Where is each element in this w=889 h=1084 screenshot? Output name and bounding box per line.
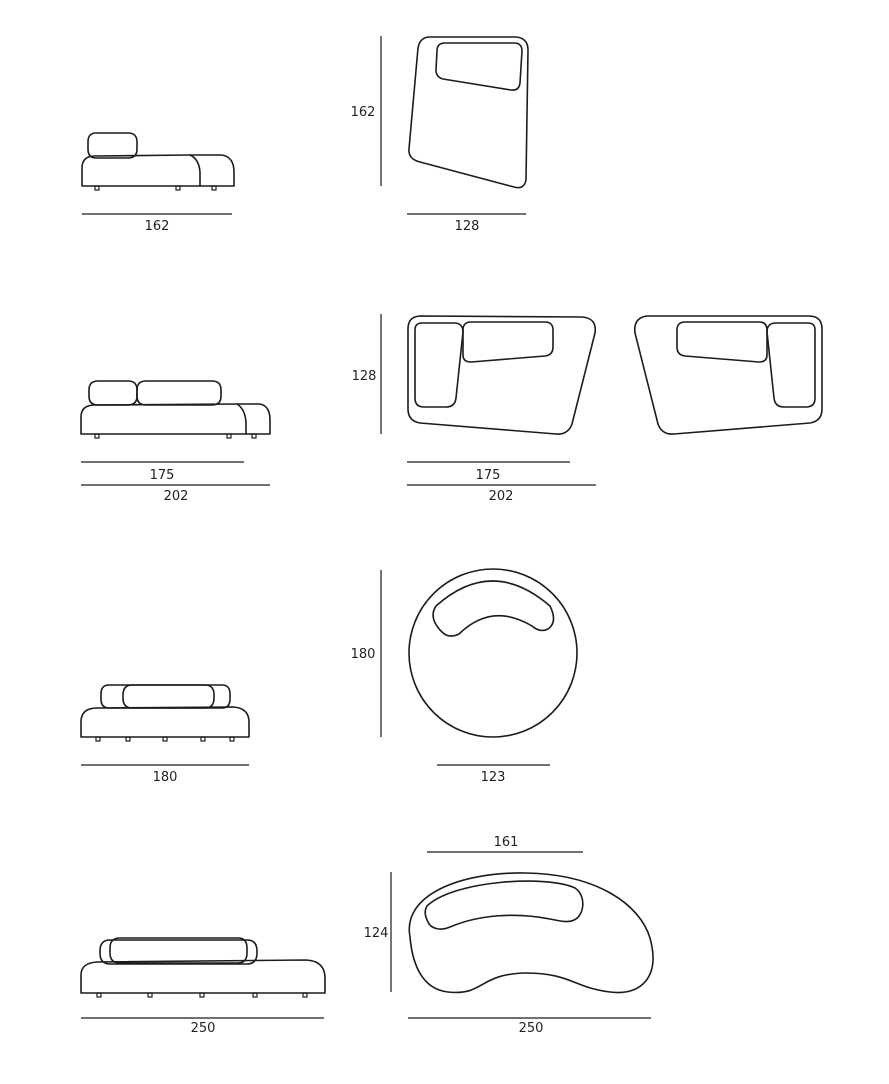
row4-side-foot	[200, 993, 204, 997]
row4-side-foot	[303, 993, 307, 997]
row1-top-seat-outline	[409, 37, 528, 188]
row1-top-width-label: 128	[454, 219, 480, 234]
row4-side-width-label: 250	[190, 1021, 216, 1036]
row3-top-width-label: 123	[480, 770, 506, 785]
row4-side-view	[81, 938, 325, 1036]
row3-side-foot	[230, 737, 234, 741]
row1-top-backrest-cushion	[436, 43, 522, 90]
row4-side-seat-base	[81, 960, 325, 993]
row3-side-foot	[96, 737, 100, 741]
row4-top-height-label: 124	[363, 926, 389, 941]
row4-side-foot	[97, 993, 101, 997]
row2-side-inner-width-label: 175	[149, 468, 175, 483]
row2-top-right-back-cushion	[677, 322, 767, 362]
row3-side-foot	[201, 737, 205, 741]
row2-side-backrest-cushion	[89, 381, 137, 405]
row2-top-view-right	[635, 316, 822, 434]
row1-side-view	[82, 133, 234, 234]
row4-side-front-cushion	[110, 938, 247, 963]
row2-top-left-seat-outline	[408, 316, 595, 434]
row3-side-view	[81, 685, 249, 785]
row3-top-height-label: 180	[350, 647, 376, 662]
row2-top-inner-width-label: 175	[475, 468, 501, 483]
row2-top-right-arm-cushion	[767, 323, 815, 407]
row1-top-view	[351, 36, 528, 234]
row3-side-width-label: 180	[152, 770, 178, 785]
row2-top-left-back-cushion	[463, 322, 553, 362]
row2-top-left-arm-cushion	[415, 323, 463, 407]
row3-side-backrest-cushion	[101, 685, 230, 708]
row4-top-backrest-cushion	[425, 881, 583, 929]
row3-top-seat-outline	[409, 569, 577, 737]
row2-side-view	[81, 381, 270, 504]
row4-top-top-width-label: 161	[493, 835, 519, 850]
row2-side-outer-width-label: 202	[163, 489, 189, 504]
row3-side-seat-base	[81, 707, 249, 737]
row3-side-front-cushion	[123, 685, 214, 708]
row2-top-view-left	[352, 314, 596, 504]
row3-side-foot	[163, 737, 167, 741]
row2-top-height-label: 128	[351, 369, 377, 384]
row3-top-view	[351, 569, 577, 785]
row2-top-right-seat-outline	[635, 316, 822, 434]
row1-top-height-label: 162	[350, 105, 376, 120]
row2-top-outer-width-label: 202	[488, 489, 514, 504]
row4-side-foot	[253, 993, 257, 997]
row2-side-backrest-cushion	[137, 381, 221, 405]
row1-side-seat-base	[82, 155, 234, 186]
row3-top-backrest-cushion	[433, 581, 553, 636]
row2-side-seat-joint	[237, 404, 246, 434]
row4-side-foot	[148, 993, 152, 997]
row1-side-seat-joint	[190, 155, 200, 186]
row3-side-foot	[126, 737, 130, 741]
row4-top-view	[364, 835, 653, 1036]
row4-top-bottom-width-label: 250	[518, 1021, 544, 1036]
row4-top-seat-outline	[409, 873, 653, 993]
row1-side-backrest-cushion	[88, 133, 137, 158]
row1-side-width-label: 162	[144, 219, 170, 234]
